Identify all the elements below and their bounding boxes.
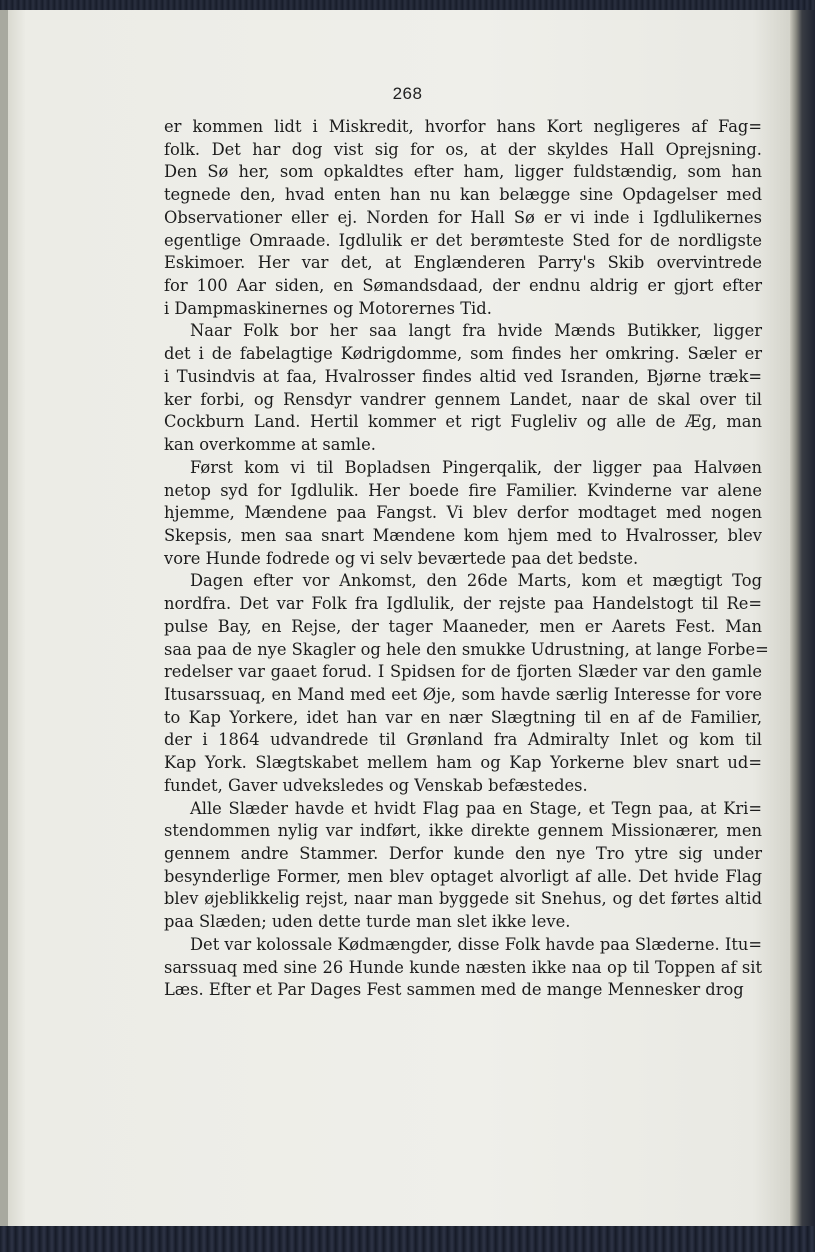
paragraph [164,457,762,571]
text-line: i Tusindvis at faa, Hvalrosser findes altid ved Isranden, Bjørne træk= [164,366,762,386]
paragraph [164,116,762,320]
text-line: to Kap Yorkere, idet han var en nær Slægtning til en af de Familier, [164,707,762,727]
body-text [164,116,769,1002]
text-line: Cockburn Land. Hertil kommer et rigt Fugleliv og alle de Æg, man [164,412,762,432]
text-line: Skepsis, men saa snart Mændene kom hjem med to Hvalrosser, blev [164,525,762,545]
text-line: er kommen lidt i Miskredit, hvorfor hans Kort negligeres af Fag= [164,117,762,136]
text-line: ker forbi, og Rensdyr vandrer gennem Landet, naar de skal over til [164,389,762,409]
text-line: Først kom vi til Bopladsen Pingerqalik, der ligger paa Halvøen [190,457,762,477]
text-line: besynderlige Former, men blev optaget alvorligt af alle. Det hvide Flag [164,866,762,886]
text-line: pulse Bay, en Rejse, der tager Maaneder, men er Aarets Fest. Man [164,616,762,636]
text-line: saa paa de nye Skagler og hele den smukke Udrustning, at lange Forbe= [164,639,769,659]
text-line: egentlige Omraade. Igdlulik er det berømteste Sted for de nordligste [164,230,762,250]
text-line: fundet, Gaver udveksledes og Venskab befæstedes. [164,775,588,795]
text-line: Observationer eller ej. Norden for Hall Sø er vi inde i Igdlulikernes [164,207,762,227]
text-line: Alle Slæder havde et hvidt Flag paa en Stage, et Tegn paa, at Kri= [190,798,762,818]
paragraph [164,320,762,456]
text-line: hjemme, Mændene paa Fangst. Vi blev derfor modtaget med nogen [164,503,762,523]
text-line: nordfra. Det var Folk fra Igdlulik, der rejste paa Handelstogt til Re= [164,594,762,614]
text-line: i Dampmaskinernes og Motorernes Tid. [164,298,492,318]
text-line: blev øjeblikkelig rejst, naar man byggede sit Snehus, og det førtes altid [164,889,762,909]
text-line: der i 1864 udvandrede til Grønland fra Admiralty Inlet og kom til [164,730,762,750]
text-line: gennem andre Stammer. Derfor kunde den nye Tro ytre sig under [164,844,762,863]
text-line: tegnede den, hvad enten han nu kan belægge sine Opdagelser med [164,185,762,205]
right-binding-edge [790,10,815,1230]
paragraph [164,934,762,1002]
page-number: 268 [392,84,423,103]
text-line: Naar Folk bor her saa langt fra hvide Mænds Butikker, ligger [190,321,762,341]
text-line: netop syd for Igdlulik. Her boede fire Familier. Kvinderne var alene [164,480,762,500]
text-line: sarssuaq med sine 26 Hunde kunde næsten ikke naa op til Toppen af sit [164,957,762,977]
bottom-binding-edge [0,1226,815,1252]
paragraph [164,798,762,934]
text-line: Kap York. Slægtskabet mellem ham og Kap Yorkerne blev snart ud= [164,753,762,773]
text-line: Dagen efter vor Ankomst, den 26de Marts, kom et mægtigt Tog [190,571,762,591]
text-line: Det var kolossale Kødmængder, disse Folk havde paa Slæderne. Itu= [190,934,762,954]
text-line: redelser var gaaet forud. I Spidsen for de fjorten Slæder var den gamle [164,662,762,682]
text-line: stendommen nylig var indført, ikke direkte gennem Missionærer, men [164,821,762,841]
text-line: Den Sø her, som opkaldtes efter ham, ligger fuldstændig, som han [164,162,762,182]
text-line: paa Slæden; uden dette turde man slet ikke leve. [164,912,571,932]
text-line: Itusarssuaq, en Mand med eet Øje, som havde særlig Interesse for vore [164,684,762,704]
text-line: folk. Det har dog vist sig for os, at der skyldes Hall Oprejsning. [164,139,762,159]
text-line: kan overkomme at samle. [164,435,376,455]
text-line: det i de fabelagtige Kødrigdomme, som findes her omkring. Sæler er [164,344,762,364]
text-line: Læs. Efter et Par Dages Fest sammen med de mange Mennesker drog [164,980,744,1000]
text-line: vore Hunde fodrede og vi selv beværtede paa det bedste. [164,548,639,568]
text-line: for 100 Aar siden, en Sømandsdaad, der endnu aldrig er gjort efter [164,276,762,296]
paragraph [164,570,769,797]
text-line: Eskimoer. Her var det, at Englænderen Parry's Skib overvintrede [164,253,762,273]
